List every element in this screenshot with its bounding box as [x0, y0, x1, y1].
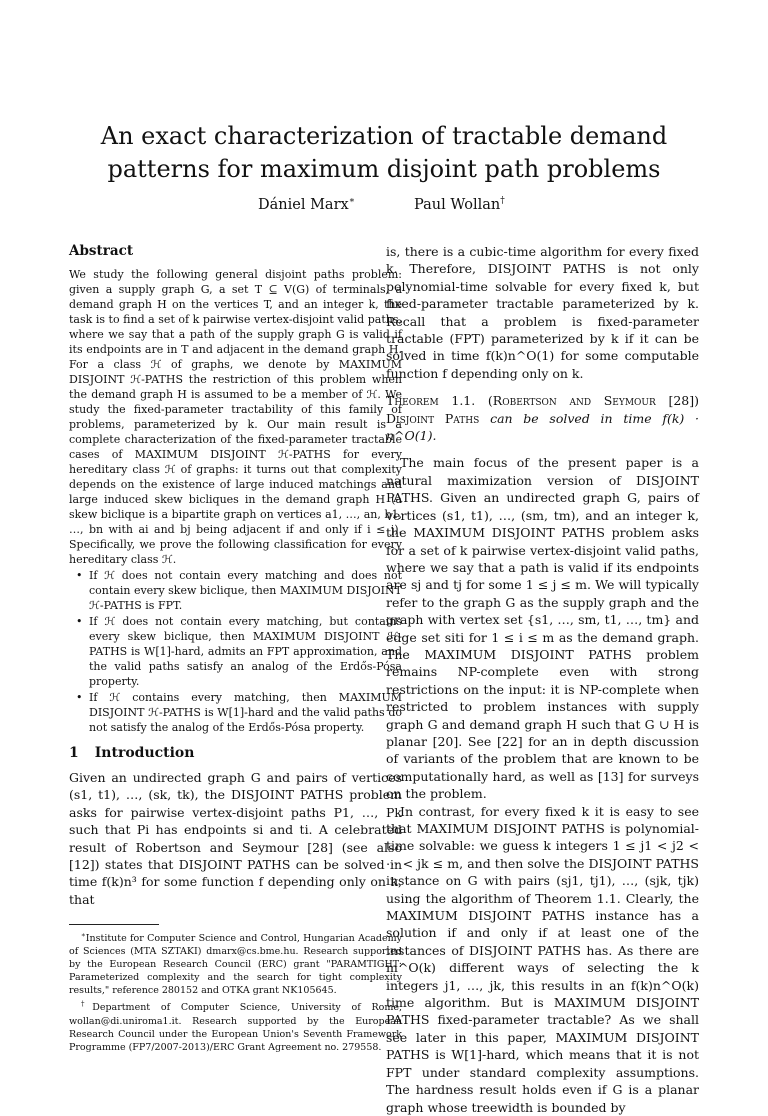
- abstract-list: [69, 568, 402, 735]
- section-number: 1: [69, 745, 79, 761]
- abstract-heading: Abstract: [69, 243, 134, 259]
- left-column: [69, 243, 402, 1055]
- footnote-affiliation-marx: [69, 929, 402, 997]
- theorem-label: Theorem 1.1. (Robertson and Seymour [28]) Disjoint Paths: [386, 393, 699, 426]
- footnote-rule: [69, 924, 159, 925]
- theorem-1-1: [386, 392, 699, 444]
- section-title: Introduction: [94, 745, 195, 761]
- footnote-text: Institute for Computer Science and Control, Hungarian Academy of Sciences (MTA SZTAKI) dmarx@cs.bme.hu. Research supported by the European Research Council (ERC) grant "PARAMTIGHT: Parameterized complexity and the search for tight complexity results," reference 280152 and OTKA grant NK105645.: [69, 933, 402, 997]
- body-paragraph: is, there is a cubic-time algorithm for every fixed k. Therefore, DISJOINT PATHS is not only polynomial-time solvable for every fixed k, but fixed-parameter tractable parameterized by k. Recall that a problem is fixed-parameter tractable (FPT) parameterized by k if it can be solved in time f(k)n^O(1) for some computable function f depending only on k.: [386, 244, 699, 381]
- theorem-statement: can be solved in time f(k) · n^O(1).: [386, 410, 699, 444]
- body-paragraph: In contrast, for every fixed k it is easy to see that MAXIMUM DISJOINT PATHS is polynomial-time solvable: we guess k integers 1 ≤ j1 < j2 < ⋯ < jk ≤ m, and then solve the DISJOINT PATHS instance on G with pairs (sj1, tj1), …, (sjk, tjk) using the algorithm of Theorem 1.1. Clearly, the MAXIMUM DISJOINT PATHS instance has a solution if and only if at least one of the instances of DISJOINT PATHS has. As there are m^O(k) different ways of selecting the k integers j1, …, jk, this results in an f(k)n^O(k) time algorithm. But is MAXIMUM DISJOINT PATHS fixed-parameter tractable? As we shall see later in this paper, MAXIMUM DISJOINT PATHS is W[1]-hard, which means that it is not FPT under standard complexity assumptions. The hardness result holds even if G is a planar graph whose treewidth is bounded by: [386, 803, 699, 1115]
- author-name: Paul Wollan: [414, 196, 501, 213]
- intro-paragraph: Given an undirected graph G and pairs of vertices (s1, t1), …, (sk, tk), the DISJOINT PATHS problem asks for pairwise vertex-disjoint paths P1, …, Pk such that Pi has endpoints si and ti. A celebrated result of Robertson and Seymour [28] (see also [12]) states that DISJOINT PATHS can be solved in time f(k)n³ for some function f depending only on k, that: [69, 770, 402, 907]
- abstract-text: We study the following general disjoint paths problem: given a supply graph G, a set T ⊆ V(G) of terminals, a demand graph H on the vertices T, and an integer k, the task is to find a set of k pairwise vertex-disjoint valid paths, where we say that a path of the supply graph G is valid if its endpoints are in T and adjacent in the demand graph H. For a class ℋ of graphs, we denote by MAXIMUM DISJOINT ℋ-PATHS the restriction of this problem when the demand graph H is assumed to be a member of ℋ. We study the fixed-parameter tractability of this family of problems, parameterized by k. Our main result is a complete characterization of the fixed-parameter tractable cases of MAXIMUM DISJOINT ℋ-PATHS for every hereditary class ℋ of graphs: it turns out that complexity depends on the existence of large induced matchings and large induced skew bicliques in the demand graph H (a skew biclique is a bipartite graph on vertices a1, …, an, b1, …, bn with ai and bj being adjacent if and only if i ≤ j). Specifically, we prove the following classification for every hereditary class ℋ.: [69, 268, 402, 566]
- section-heading: [69, 745, 402, 761]
- paper-title: An exact characterization of tractable demand patterns for maximum disjoint path problems: [100, 122, 668, 183]
- author-marx: [258, 196, 355, 213]
- footnote-mark: †: [81, 1000, 93, 1009]
- author-name: Dániel Marx: [258, 196, 349, 213]
- author-wollan: [414, 196, 505, 213]
- body-paragraph: The main focus of the present paper is a natural maximization version of DISJOINT PATHS. Given an undirected graph G, pairs of vertices (s1, t1), …, (sm, tm), and an integer k, the MAXIMUM DISJOINT PATHS problem asks for a set of k pairwise vertex-disjoint valid paths, where we say that a path is valid if its endpoints are sj and tj for some 1 ≤ j ≤ m. We will typically refer to the graph G as the supply graph and the graph with vertex set {s1, …, sm, t1, …, tm} and edge set siti for 1 ≤ i ≤ m as the demand graph. The MAXIMUM DISJOINT PATHS problem remains NP-complete even with strong restrictions on the input: it is NP-complete when restricted to problem instances with supply graph G and demand graph H such that G ∪ H is planar [20]. See [22] for an in depth discussion of variants of the problem that are known to be computationally hard, as well as [13] for surveys on the problem.: [386, 455, 699, 802]
- abstract-item: • If ℋ does not contain every matching, but contains every skew biclique, then MAXIMUM DISJOINT ℋ-PATHS is W[1]-hard, admits an FPT approximation, and the valid paths satisfy an analog of the Erdős-Pósa property.: [69, 614, 402, 689]
- abstract-item: • If ℋ contains every matching, then MAXIMUM DISJOINT ℋ-PATHS is W[1]-hard and the valid paths do not satisfy the analog of the Erdős-Pósa property.: [69, 690, 402, 735]
- abstract-item: • If ℋ does not contain every matching and does not contain every skew biclique, then MAXIMUM DISJOINT ℋ-PATHS is FPT.: [69, 568, 402, 613]
- footnote-mark: ∗: [81, 931, 86, 940]
- footnote-affiliation-wollan: [69, 998, 402, 1053]
- author-list: [0, 196, 768, 216]
- author-mark: ∗: [348, 196, 355, 206]
- footnote-text: Department of Computer Science, University of Rome, wollan@di.uniroma1.it. Research supported by the European Research Council under the European Union's Seventh Framework Programme (FP7/2007-2013)/ERC Grant Agreement no. 279558.: [69, 1002, 403, 1053]
- right-column: [386, 243, 699, 1116]
- author-mark: †: [500, 196, 505, 206]
